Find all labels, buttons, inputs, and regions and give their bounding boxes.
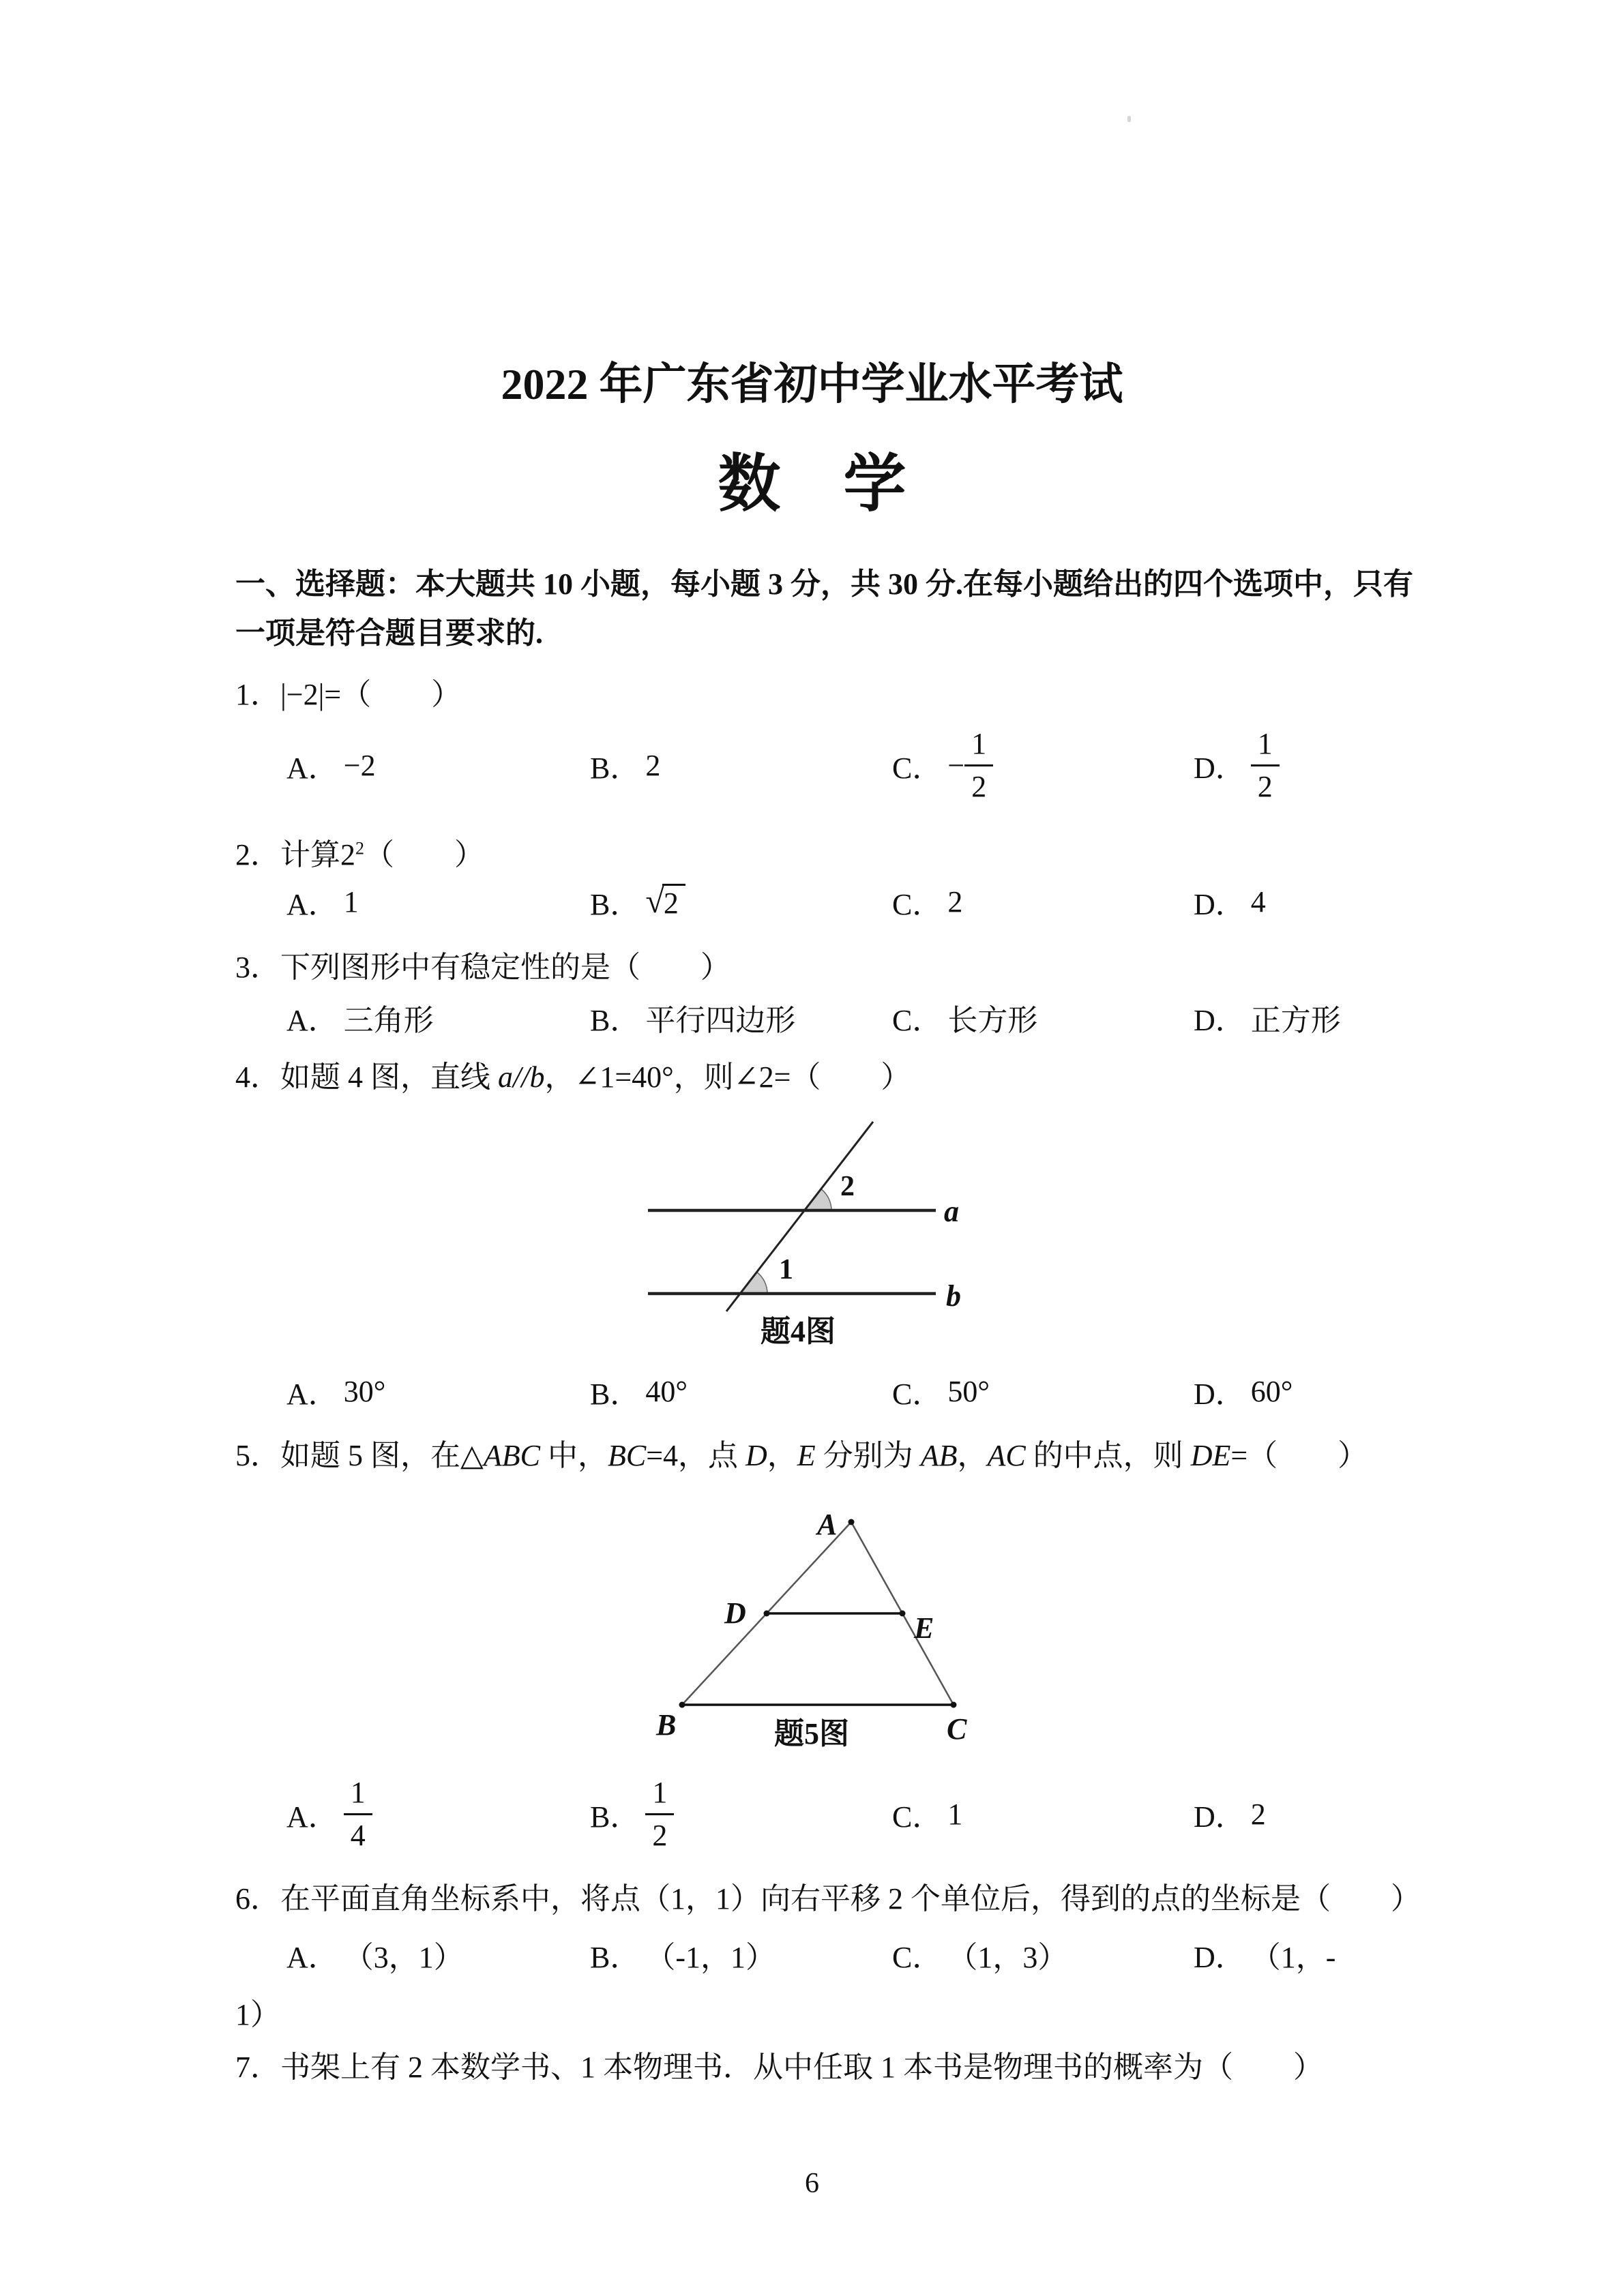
line-b-label: b bbox=[946, 1279, 961, 1313]
transversal-line bbox=[726, 1122, 873, 1311]
question-5-stem bbox=[235, 1431, 1368, 1474]
option-6D-label: D． bbox=[1194, 1941, 1245, 1974]
option-6A bbox=[286, 1934, 464, 1975]
option-6C bbox=[892, 1934, 1067, 1975]
option-1A bbox=[286, 724, 376, 806]
question-5-stem-text: =4，点 bbox=[646, 1439, 746, 1472]
option-3A-value: 三角形 bbox=[343, 1004, 434, 1037]
option-2A-value: 1 bbox=[343, 884, 359, 919]
option-1B bbox=[590, 724, 660, 806]
question-5-stem-text: 的中点，则 bbox=[1025, 1439, 1191, 1472]
option-5A-label: A． bbox=[286, 1800, 338, 1834]
question-5-stem-text: 中， bbox=[540, 1439, 608, 1472]
section-heading-line1: 一、选择题：本大题共 10 小题，每小题 3 分，共 30 分.在每小题给出的四个选项中，只有 bbox=[235, 567, 1413, 601]
option-1D-fraction bbox=[1251, 726, 1280, 803]
question-4-stem bbox=[235, 1052, 911, 1096]
fraction-numerator: 1 bbox=[344, 1778, 372, 1815]
option-4C-value: 50° bbox=[947, 1374, 990, 1408]
segment-de: DE bbox=[1190, 1439, 1231, 1472]
option-5B-fraction bbox=[645, 1775, 674, 1852]
vertex-b-label: B bbox=[656, 1708, 677, 1742]
option-4C bbox=[892, 1371, 990, 1412]
option-5B bbox=[590, 1773, 674, 1855]
vertex-a-label: A bbox=[817, 1508, 838, 1541]
option-5C-label: C． bbox=[892, 1800, 943, 1834]
option-1C bbox=[892, 724, 993, 806]
subject-title: 数 学 bbox=[718, 449, 906, 519]
option-5A bbox=[286, 1773, 372, 1855]
option-5D bbox=[1194, 1773, 1266, 1855]
fraction-numerator: 1 bbox=[1251, 729, 1280, 766]
scan-artifact-dot bbox=[1127, 116, 1131, 122]
option-1D-label: D． bbox=[1194, 751, 1245, 785]
question-5-options bbox=[0, 1773, 1624, 1855]
figure-5-caption: 题5图 bbox=[774, 1717, 849, 1750]
option-1C-minus-sign: − bbox=[947, 748, 965, 782]
option-2C-label: C． bbox=[892, 888, 943, 921]
point-e-dot bbox=[900, 1611, 906, 1617]
question-4-stem-text: 4．如题 4 图，直线 bbox=[235, 1060, 498, 1094]
question-4-options bbox=[0, 1371, 1624, 1412]
question-3-stem: 3．下列图形中有稳定性的是（ ） bbox=[235, 951, 730, 984]
point-e-label: E bbox=[914, 1611, 934, 1645]
option-1B-value: 2 bbox=[645, 748, 661, 782]
point-e: E bbox=[797, 1439, 816, 1472]
option-6B bbox=[590, 1934, 776, 1975]
line-a-label: a bbox=[944, 1195, 959, 1228]
question-6-options bbox=[0, 1934, 1624, 1975]
option-3D bbox=[1194, 997, 1341, 1038]
option-3D-value: 正方形 bbox=[1250, 1004, 1341, 1037]
option-3A bbox=[286, 997, 434, 1038]
exponent: 2 bbox=[355, 838, 364, 859]
option-2A bbox=[286, 874, 359, 929]
option-6D-value: （1，- bbox=[1250, 1941, 1336, 1974]
question-2-options bbox=[0, 874, 1624, 929]
option-4B-value: 40° bbox=[645, 1374, 688, 1408]
option-1D bbox=[1194, 724, 1280, 806]
option-6C-value: （1，3） bbox=[947, 1941, 1068, 1974]
question-3-options bbox=[0, 997, 1624, 1038]
vertex-a-dot bbox=[848, 1519, 855, 1525]
angle-2-label: 2 bbox=[840, 1171, 855, 1202]
question-2-stem bbox=[235, 830, 484, 874]
option-6D bbox=[1194, 1934, 1335, 1975]
vertex-c-label: C bbox=[947, 1712, 967, 1746]
option-3C bbox=[892, 997, 1037, 1038]
option-6B-value: （-1，1） bbox=[645, 1941, 776, 1974]
option-6B-label: B． bbox=[590, 1941, 640, 1974]
fraction-denominator: 2 bbox=[1257, 769, 1273, 803]
option-4D-value: 60° bbox=[1250, 1374, 1293, 1408]
option-2B-sqrt bbox=[645, 881, 685, 923]
segment-ab: AB bbox=[920, 1439, 958, 1472]
option-6A-label: A． bbox=[286, 1941, 338, 1974]
option-4A-value: 30° bbox=[343, 1374, 386, 1408]
question-6-stem: 6．在平面直角坐标系中，将点（1，1）向右平移 2 个单位后，得到的点的坐标是（ ） bbox=[235, 1882, 1421, 1915]
figure-4-caption: 题4图 bbox=[761, 1315, 836, 1348]
option-2D-value: 4 bbox=[1250, 884, 1266, 919]
option-2C-value: 2 bbox=[947, 884, 963, 919]
option-5A-fraction bbox=[344, 1775, 372, 1852]
option-2A-label: A． bbox=[286, 888, 338, 921]
option-1C-label: C． bbox=[892, 751, 943, 785]
option-2C bbox=[892, 874, 962, 929]
angle-1-label: 1 bbox=[779, 1254, 793, 1285]
option-2D-label: D． bbox=[1194, 888, 1245, 921]
parallel-lines-expression: a//b bbox=[498, 1060, 545, 1094]
option-5C-value: 1 bbox=[947, 1797, 963, 1831]
section-heading-line2: 一项是符合题目要求的. bbox=[235, 616, 543, 650]
option-2D bbox=[1194, 874, 1266, 929]
option-4A bbox=[286, 1371, 385, 1412]
triangle-name: ABC bbox=[483, 1439, 540, 1472]
option-1A-label: A． bbox=[286, 751, 338, 785]
option-4B bbox=[590, 1371, 688, 1412]
point-d-label: D bbox=[724, 1596, 746, 1630]
option-5D-label: D． bbox=[1194, 1800, 1245, 1834]
option-3C-value: 长方形 bbox=[947, 1004, 1038, 1037]
point-d: D bbox=[745, 1439, 767, 1472]
option-6A-value: （3，1） bbox=[343, 1941, 464, 1974]
option-6C-label: C． bbox=[892, 1941, 943, 1974]
vertex-b-dot bbox=[679, 1702, 685, 1708]
option-3D-label: D． bbox=[1194, 1004, 1245, 1037]
question-2-stem-text: 2．计算2 bbox=[235, 838, 355, 871]
option-3B bbox=[590, 997, 795, 1038]
segment-bc: BC bbox=[607, 1439, 647, 1472]
page-title: 2022 年广东省初中学业水平考试 bbox=[501, 360, 1123, 408]
question-1-options bbox=[0, 724, 1624, 806]
figure-question-4-parallel-lines bbox=[587, 1108, 1023, 1320]
option-2B-label: B． bbox=[590, 888, 640, 921]
option-3C-label: C． bbox=[892, 1004, 943, 1037]
option-5D-value: 2 bbox=[1250, 1797, 1266, 1831]
option-5B-label: B． bbox=[590, 1800, 640, 1834]
option-5C bbox=[892, 1773, 962, 1855]
point-d-dot bbox=[764, 1611, 770, 1617]
option-4A-label: A． bbox=[286, 1377, 338, 1411]
question-5-stem-text: 5．如题 5 图，在△ bbox=[235, 1439, 484, 1472]
fraction-denominator: 2 bbox=[971, 769, 987, 803]
option-4B-label: B． bbox=[590, 1377, 640, 1411]
option-3B-value: 平行四边形 bbox=[645, 1004, 796, 1037]
question-5-stem-text: =（ ） bbox=[1230, 1439, 1368, 1472]
question-5-stem-text: ， bbox=[767, 1439, 797, 1472]
option-1C-fraction bbox=[964, 726, 993, 803]
radicand: 2 bbox=[662, 884, 685, 923]
question-5-stem-text: ， bbox=[957, 1439, 988, 1472]
fraction-denominator: 4 bbox=[350, 1818, 366, 1852]
fraction-denominator: 2 bbox=[652, 1818, 668, 1852]
question-1-stem: 1．|−2|=（ ） bbox=[235, 678, 462, 711]
option-2B bbox=[590, 874, 685, 929]
option-4C-label: C． bbox=[892, 1377, 943, 1411]
radical-sign: √ bbox=[645, 881, 664, 920]
option-3A-label: A． bbox=[286, 1004, 338, 1037]
question-6-option-d-continuation: 1） bbox=[235, 1998, 280, 2031]
page-number: 6 bbox=[805, 2168, 819, 2199]
question-2-stem-parens: （ ） bbox=[364, 838, 484, 871]
option-4D bbox=[1194, 1371, 1293, 1412]
segment-ac: AC bbox=[987, 1439, 1026, 1472]
option-1A-value: −2 bbox=[343, 748, 376, 782]
question-5-stem-text: 分别为 bbox=[815, 1439, 921, 1472]
question-7-stem: 7．书架上有 2 本数学书、1 本物理书．从中任取 1 本书是物理书的概率为（ ） bbox=[235, 2051, 1323, 2084]
fraction-numerator: 1 bbox=[964, 729, 993, 766]
option-1B-label: B． bbox=[590, 751, 640, 785]
fraction-numerator: 1 bbox=[645, 1778, 674, 1815]
option-4D-label: D． bbox=[1194, 1377, 1245, 1411]
question-4-stem-text2: ，∠1=40°，则∠2=（ ） bbox=[544, 1060, 911, 1094]
option-3B-label: B． bbox=[590, 1004, 640, 1037]
vertex-c-dot bbox=[951, 1702, 957, 1708]
